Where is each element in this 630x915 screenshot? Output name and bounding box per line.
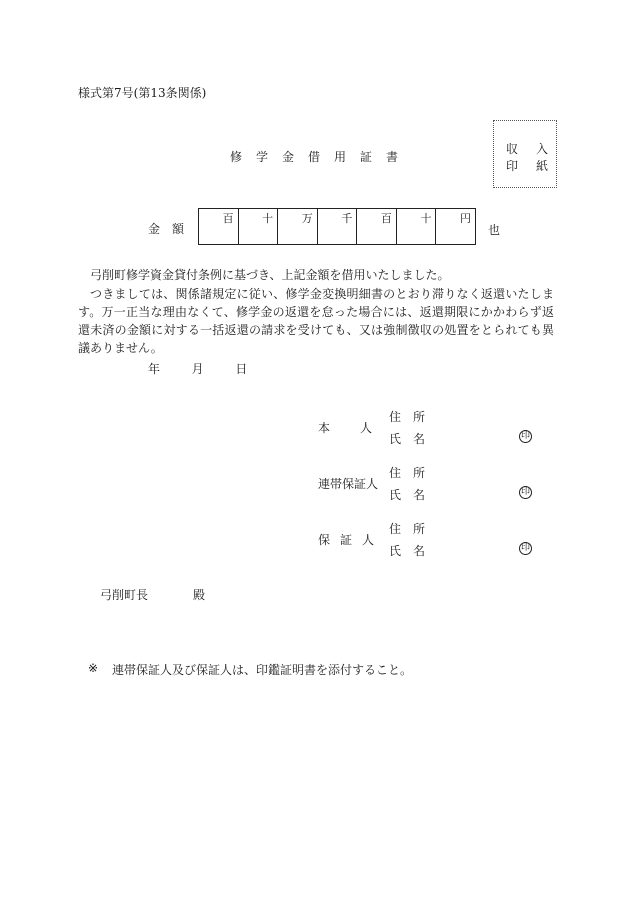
note-text: 連帯保証人及び保証人は、印鑑証明書を添付すること。 xyxy=(112,663,413,677)
name-label: 氏名 xyxy=(389,432,438,446)
amount-unit: 百 xyxy=(380,212,392,225)
party-role-guarantor: 保証人 xyxy=(318,533,385,547)
party-role-principal: 本人 xyxy=(318,421,403,435)
revenue-stamp-label-line1: 収入 xyxy=(506,142,567,156)
body-paragraph-1: 弓削町修学資金貸付条例に基づき、上記金額を借用いたしました。 xyxy=(90,268,450,282)
name-label: 氏名 xyxy=(389,488,438,502)
amount-cell-ten xyxy=(397,209,437,244)
document-title: 修学金借用証書 xyxy=(230,150,413,164)
amount-unit: 円 xyxy=(460,212,472,225)
date-year-label: 年 xyxy=(148,362,161,376)
seal-mark-icon: 印 xyxy=(520,487,530,497)
amount-unit: 百 xyxy=(222,212,234,225)
seal-mark-icon: 印 xyxy=(520,543,530,553)
address-label: 住所 xyxy=(389,410,438,424)
name-label: 氏名 xyxy=(389,544,438,558)
amount-cell-hundred-million xyxy=(199,209,239,244)
date-month-label: 月 xyxy=(191,362,204,376)
amount-unit: 十 xyxy=(262,212,274,225)
amount-unit: 十 xyxy=(420,212,432,225)
body-paragraph-2: つきましては、関係諸規定に従い、修学金変換明細書のとおり滞りなく返還いたします。万一正当な理由なくて、修学金の返還を怠った場合には、返還期限にかかわらず返還未済の金額に対する一括返還の請求を受けても、又は強制徴収の処置をとられても異議ありません。 xyxy=(78,287,554,355)
revenue-stamp-label-line2: 印紙 xyxy=(506,159,567,173)
party-role-joint-guarantor: 連帯保証人 xyxy=(318,477,379,491)
amount-label: 金額 xyxy=(148,222,197,236)
amount-cell-ten-million xyxy=(239,209,279,244)
seal-mark-icon: 印 xyxy=(520,431,530,441)
amount-grid xyxy=(198,208,476,245)
amount-cell-yen xyxy=(436,209,475,244)
amount-unit: 万 xyxy=(301,212,313,225)
amount-unit: 千 xyxy=(341,212,353,225)
amount-suffix: 也 xyxy=(488,223,501,237)
form-number: 様式第7号(第13条関係) xyxy=(78,86,207,100)
date-line xyxy=(148,360,247,377)
addressee-name: 弓削町長 xyxy=(100,588,149,602)
note-mark: ※ xyxy=(88,661,99,675)
amount-cell-ten-thousand xyxy=(278,209,318,244)
amount-cell-hundred xyxy=(357,209,397,244)
amount-cell-thousand xyxy=(318,209,358,244)
date-day-label: 日 xyxy=(235,362,248,376)
address-label: 住所 xyxy=(389,466,438,480)
address-label: 住所 xyxy=(389,522,438,536)
addressee-honorific: 殿 xyxy=(193,588,206,602)
